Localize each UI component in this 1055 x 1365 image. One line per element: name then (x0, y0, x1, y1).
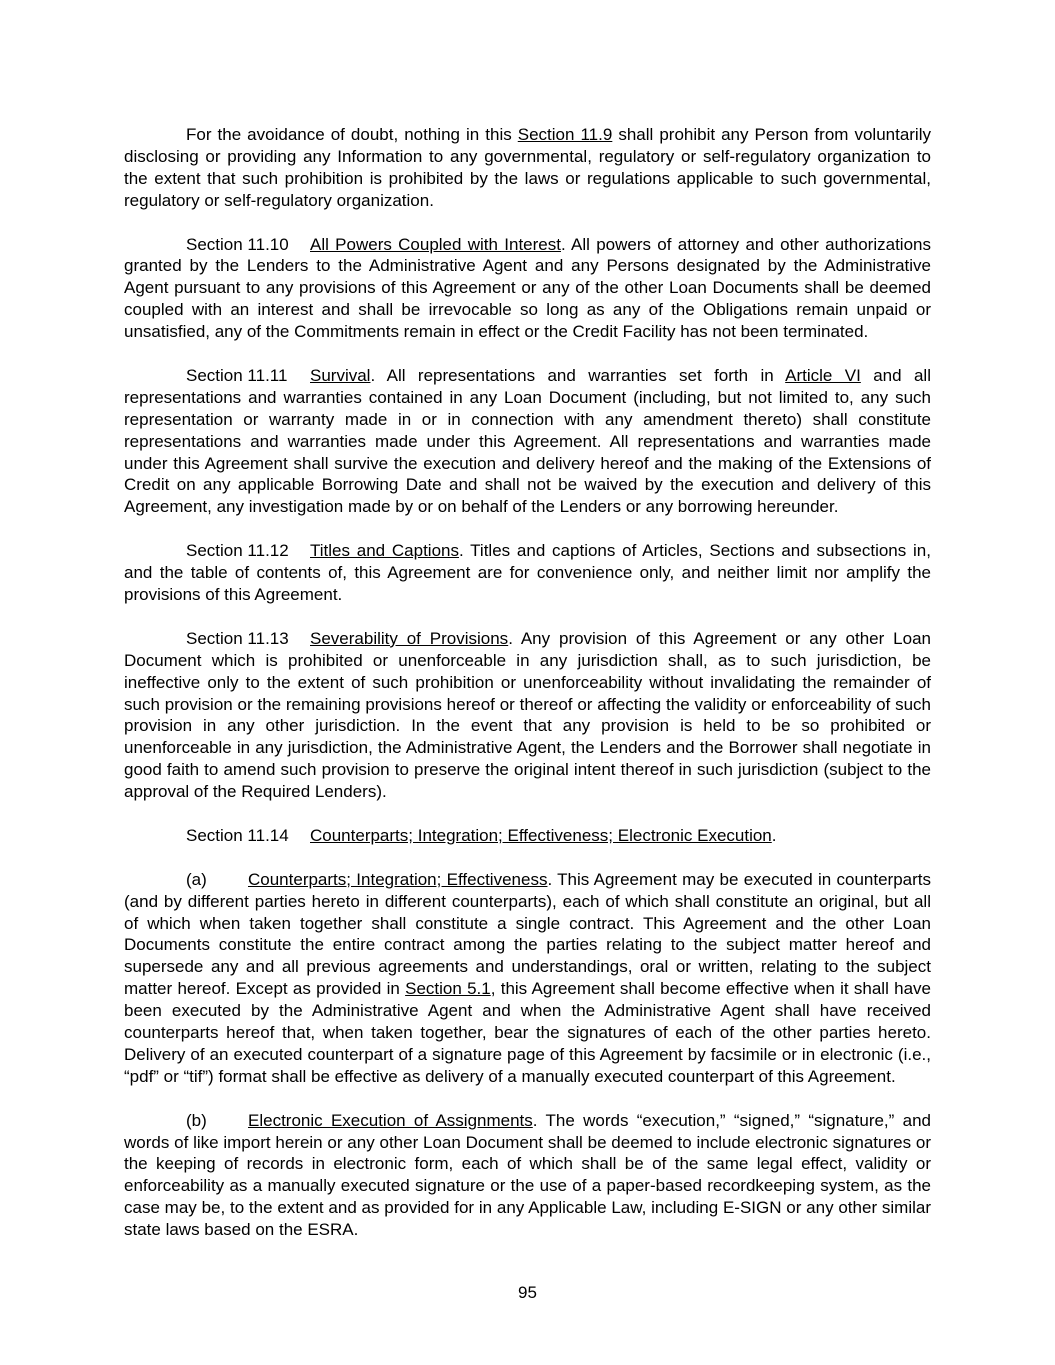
section-11-9-reference: Section 11.9 (517, 125, 613, 144)
section-11-12 (124, 540, 931, 606)
paragraph-text: For the avoidance of doubt, nothing in this (186, 125, 518, 144)
section-11-14 (124, 825, 931, 847)
section-title: Severability of Provisions (310, 628, 509, 648)
section-number: Section 11.10 (186, 234, 289, 254)
section-11-11 (124, 365, 931, 518)
section-title: All Powers Coupled with Interest (310, 234, 561, 254)
section-text: . Any provision of this Agreement or any other Loan Document which is prohibited or unenforceable in any jurisdiction shall, as to such jurisdiction, be ineffective only to the extent of such prohibition or unenforceability without invalidating the remainder of such provision or the remaining provisions hereof or thereof or affecting the validity or enforceability of such provision in any other jurisdiction. In the event that any provision is held to be so prohibited or unenforceable in any jurisdiction, the Administrative Agent, the Lenders and the Borrower shall negotiate in good faith to amend such provision to preserve the original intent thereof in such jurisdiction (subject to the approval of the Required Lenders). (124, 628, 931, 802)
section-5-1-reference: Section 5.1 (405, 979, 491, 999)
subsection-label: (b) (186, 1110, 207, 1130)
section-number: Section 11.14 (186, 825, 289, 845)
article-vi-reference: Article VI (785, 365, 861, 385)
section-text: . (771, 825, 777, 845)
paragraph-avoidance-of-doubt (124, 124, 931, 212)
subsection-b (124, 1110, 931, 1241)
section-text: . Titles and captions of Articles, Sections and subsections in, and the table of contents of, this Agreement are for convenience only, and neither limit nor amplify the provisions of this Agreement. (124, 541, 931, 604)
subsection-text: . This Agreement may be executed in counterparts (and by different parties hereto in different counterparts), each of which shall constitute an original, but all of which when taken together shall constitute a single contract. This Agreement and the other Loan Documents constitute the entire contract among the parties relating to the subject matter hereof and supersede any and all previous agreements and understandings, oral or written, relating to the subject matter hereof. Except as provided in (124, 869, 932, 999)
page-number: 95 (518, 1283, 537, 1302)
section-title: Counterparts; Integration; Effectiveness; Electronic Execution (310, 825, 772, 845)
section-11-10 (124, 234, 931, 344)
section-text: . All representations and warranties set forth in (370, 365, 786, 385)
subsection-a (124, 869, 931, 1088)
paragraph-text: shall prohibit any Person from voluntarily disclosing or providing any Information to any governmental, regulatory or self-regulatory organization to the extent that such prohibition is prohibited by the laws or regulations applicable to such governmental, regulatory or self-regulatory organization. (124, 125, 931, 210)
subsection-title: Counterparts; Integration; Effectiveness (248, 869, 548, 889)
section-text: and all representations and warranties contained in any Loan Document (including, but not limited to, any such representation or warranty made in or in connection with any amendment thereto) shall constitute representations and warranties made under this Agreement. All representations and warranties made under this Agreement shall survive the execution and delivery hereof and the making of the Extensions of Credit on any applicable Borrowing Date and shall not be waived by the execution and delivery of this Agreement, any investigation made by or on behalf of the Lenders or any borrowing hereunder. (124, 365, 931, 517)
subsection-title: Electronic Execution of Assignments (248, 1110, 533, 1130)
section-text: . All powers of attorney and other authorizations granted by the Lenders to the Administrative Agent and any Persons designated by the Administrative Agent pursuant to any provisions of this Agreement or any of the other Loan Documents shall be deemed coupled with an interest and shall be irrevocable so long as any of the Obligations remain unpaid or unsatisfied, any of the Commitments remain in effect or the Credit Facility has not been terminated. (124, 234, 931, 342)
section-number: Section 11.11 (186, 365, 288, 385)
section-number: Section 11.13 (186, 628, 289, 648)
section-11-13 (124, 628, 931, 803)
subsection-text: . The words “execution,” “signed,” “signature,” and words of like import herein or any other Loan Document shall be deemed to include electronic signatures or the keeping of records in electronic form, each of which shall be of the same legal effect, validity or enforceability as a manually executed signature or the use of a paper-based recordkeeping system, as the case may be, to the extent and as provided for in any Applicable Law, including E-SIGN or any other similar state laws based on the ESRA. (124, 1110, 931, 1240)
subsection-text: , this Agreement shall become effective when it shall have been executed by the Administrative Agent and when the Administrative Agent shall have received counterparts hereof that, when taken together, bear the signatures of each of the other parties hereto. Delivery of an executed counterpart of a signature page of this Agreement by facsimile or in electronic (i.e., “pdf” or “tif”) format shall be effective as delivery of a manually executed counterpart of this Agreement. (124, 979, 931, 1086)
page-body (124, 124, 931, 1241)
subsection-label: (a) (186, 869, 207, 889)
section-title: Survival (310, 365, 371, 385)
section-title: Titles and Captions (310, 541, 459, 561)
section-number: Section 11.12 (186, 541, 289, 561)
